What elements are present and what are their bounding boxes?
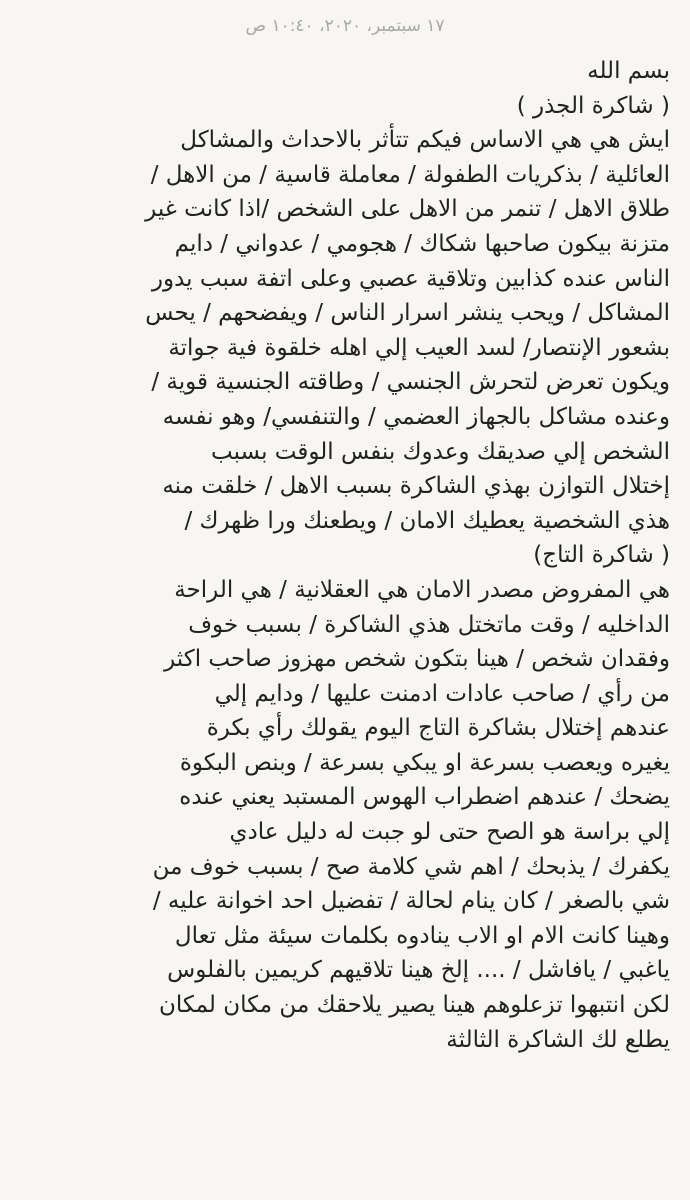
note-line: شي بالصغر / كان ينام لحالة / تفضيل احد اخوانة عليه /	[152, 888, 670, 915]
note-line: هذي الشخصية يعطيك الامان / ويطعنك ورا ظهرك /	[184, 507, 670, 534]
note-line: لكن انتبهوا تزعلوهم هينا يصير يلاحقك من مكان لمكان	[158, 992, 670, 1019]
note-line: يكفرك / يذبحك / اهم شي كلامة صح / بسبب خوف من	[152, 853, 670, 880]
note-line: إختلال التوازن بهذي الشاكرة بسبب الاهل / خلقت منه	[162, 473, 670, 500]
note-line: الشخص إلي صديقك وعدوك بنفس الوقت بسبب	[211, 438, 670, 465]
note-line: هي المفروض مصدر الامان هي العقلانية / هي الراحة	[174, 576, 670, 603]
note-line: ( شاكرة التاج)	[533, 542, 670, 569]
note-line: ويكون تعرض لتحرش الجنسي / وطاقته الجنسية قوية /	[151, 369, 670, 396]
note-line: ايش هي هي الاساس فيكم تتأثر بالاحداث والمشاكل	[180, 127, 670, 154]
note-line: الناس عنده كذابين وتلاقية عصبي وعلى اتفة سبب يدور	[151, 265, 670, 292]
note-line: يغيره ويعصب بسرعة او يبكي بسرعة / وبنص البكوة	[179, 749, 670, 776]
note-body[interactable]	[28, 54, 670, 1200]
note-line: بسم الله	[587, 58, 670, 84]
note-line: من رأي / صاحب عادات ادمنت عليها / ودايم إلي	[214, 680, 670, 707]
note-header	[0, 0, 690, 52]
note-line: طلاق الاهل / تنمر من الاهل على الشخص /اذا كانت غير	[145, 196, 670, 223]
note-line: يطلع لك الشاكرة الثالثة	[446, 1026, 670, 1053]
note-line: إلي براسة هو الصح حتى لو جبت له دليل عادي	[229, 819, 670, 846]
note-line: وهينا كانت الام او الاب ينادوه بكلمات سيئة مثل تعال	[174, 922, 670, 949]
note-line: المشاكل / ويحب ينشر اسرار الناس / ويفضحهم / يحس	[145, 300, 670, 327]
note-line: ياغبي / يافاشل / .... إلخ هينا تلاقيهم كريمين بالفلوس	[167, 957, 670, 984]
note-timestamp: ١٧ سبتمبر، ٢٠٢٠، ١٠:٤٠ ص	[245, 16, 445, 36]
note-line: متزنة بيكون صاحبها شكاك / هجومي / عدواني / دايم	[174, 230, 670, 257]
note-line: العائلية / بذكريات الطفولة / معاملة قاسية / من الاهل /	[150, 161, 670, 188]
note-line: يضحك / عندهم اضطراب الهوس المستبد يعني عنده	[179, 784, 670, 811]
note-line: بشعور الإنتصار/ لسد العيب إلي اهله خلقوة فية جواتة	[168, 334, 670, 361]
note-line: ( شاكرة الجذر )	[516, 92, 670, 119]
note-line: وعنده مشاكل بالجهاز العضمي / والتنفسي/ وهو نفسه	[162, 403, 670, 430]
note-line: الداخليه / وقت ماتختل هذي الشاكرة / بسبب خوف	[188, 611, 670, 638]
note-line: عندهم إختلال بشاكرة التاج اليوم يقولك رأي بكرة	[206, 715, 670, 742]
note-line: وفقدان شخص / هينا بتكون شخص مهزوز صاحب اكثر	[164, 646, 670, 673]
